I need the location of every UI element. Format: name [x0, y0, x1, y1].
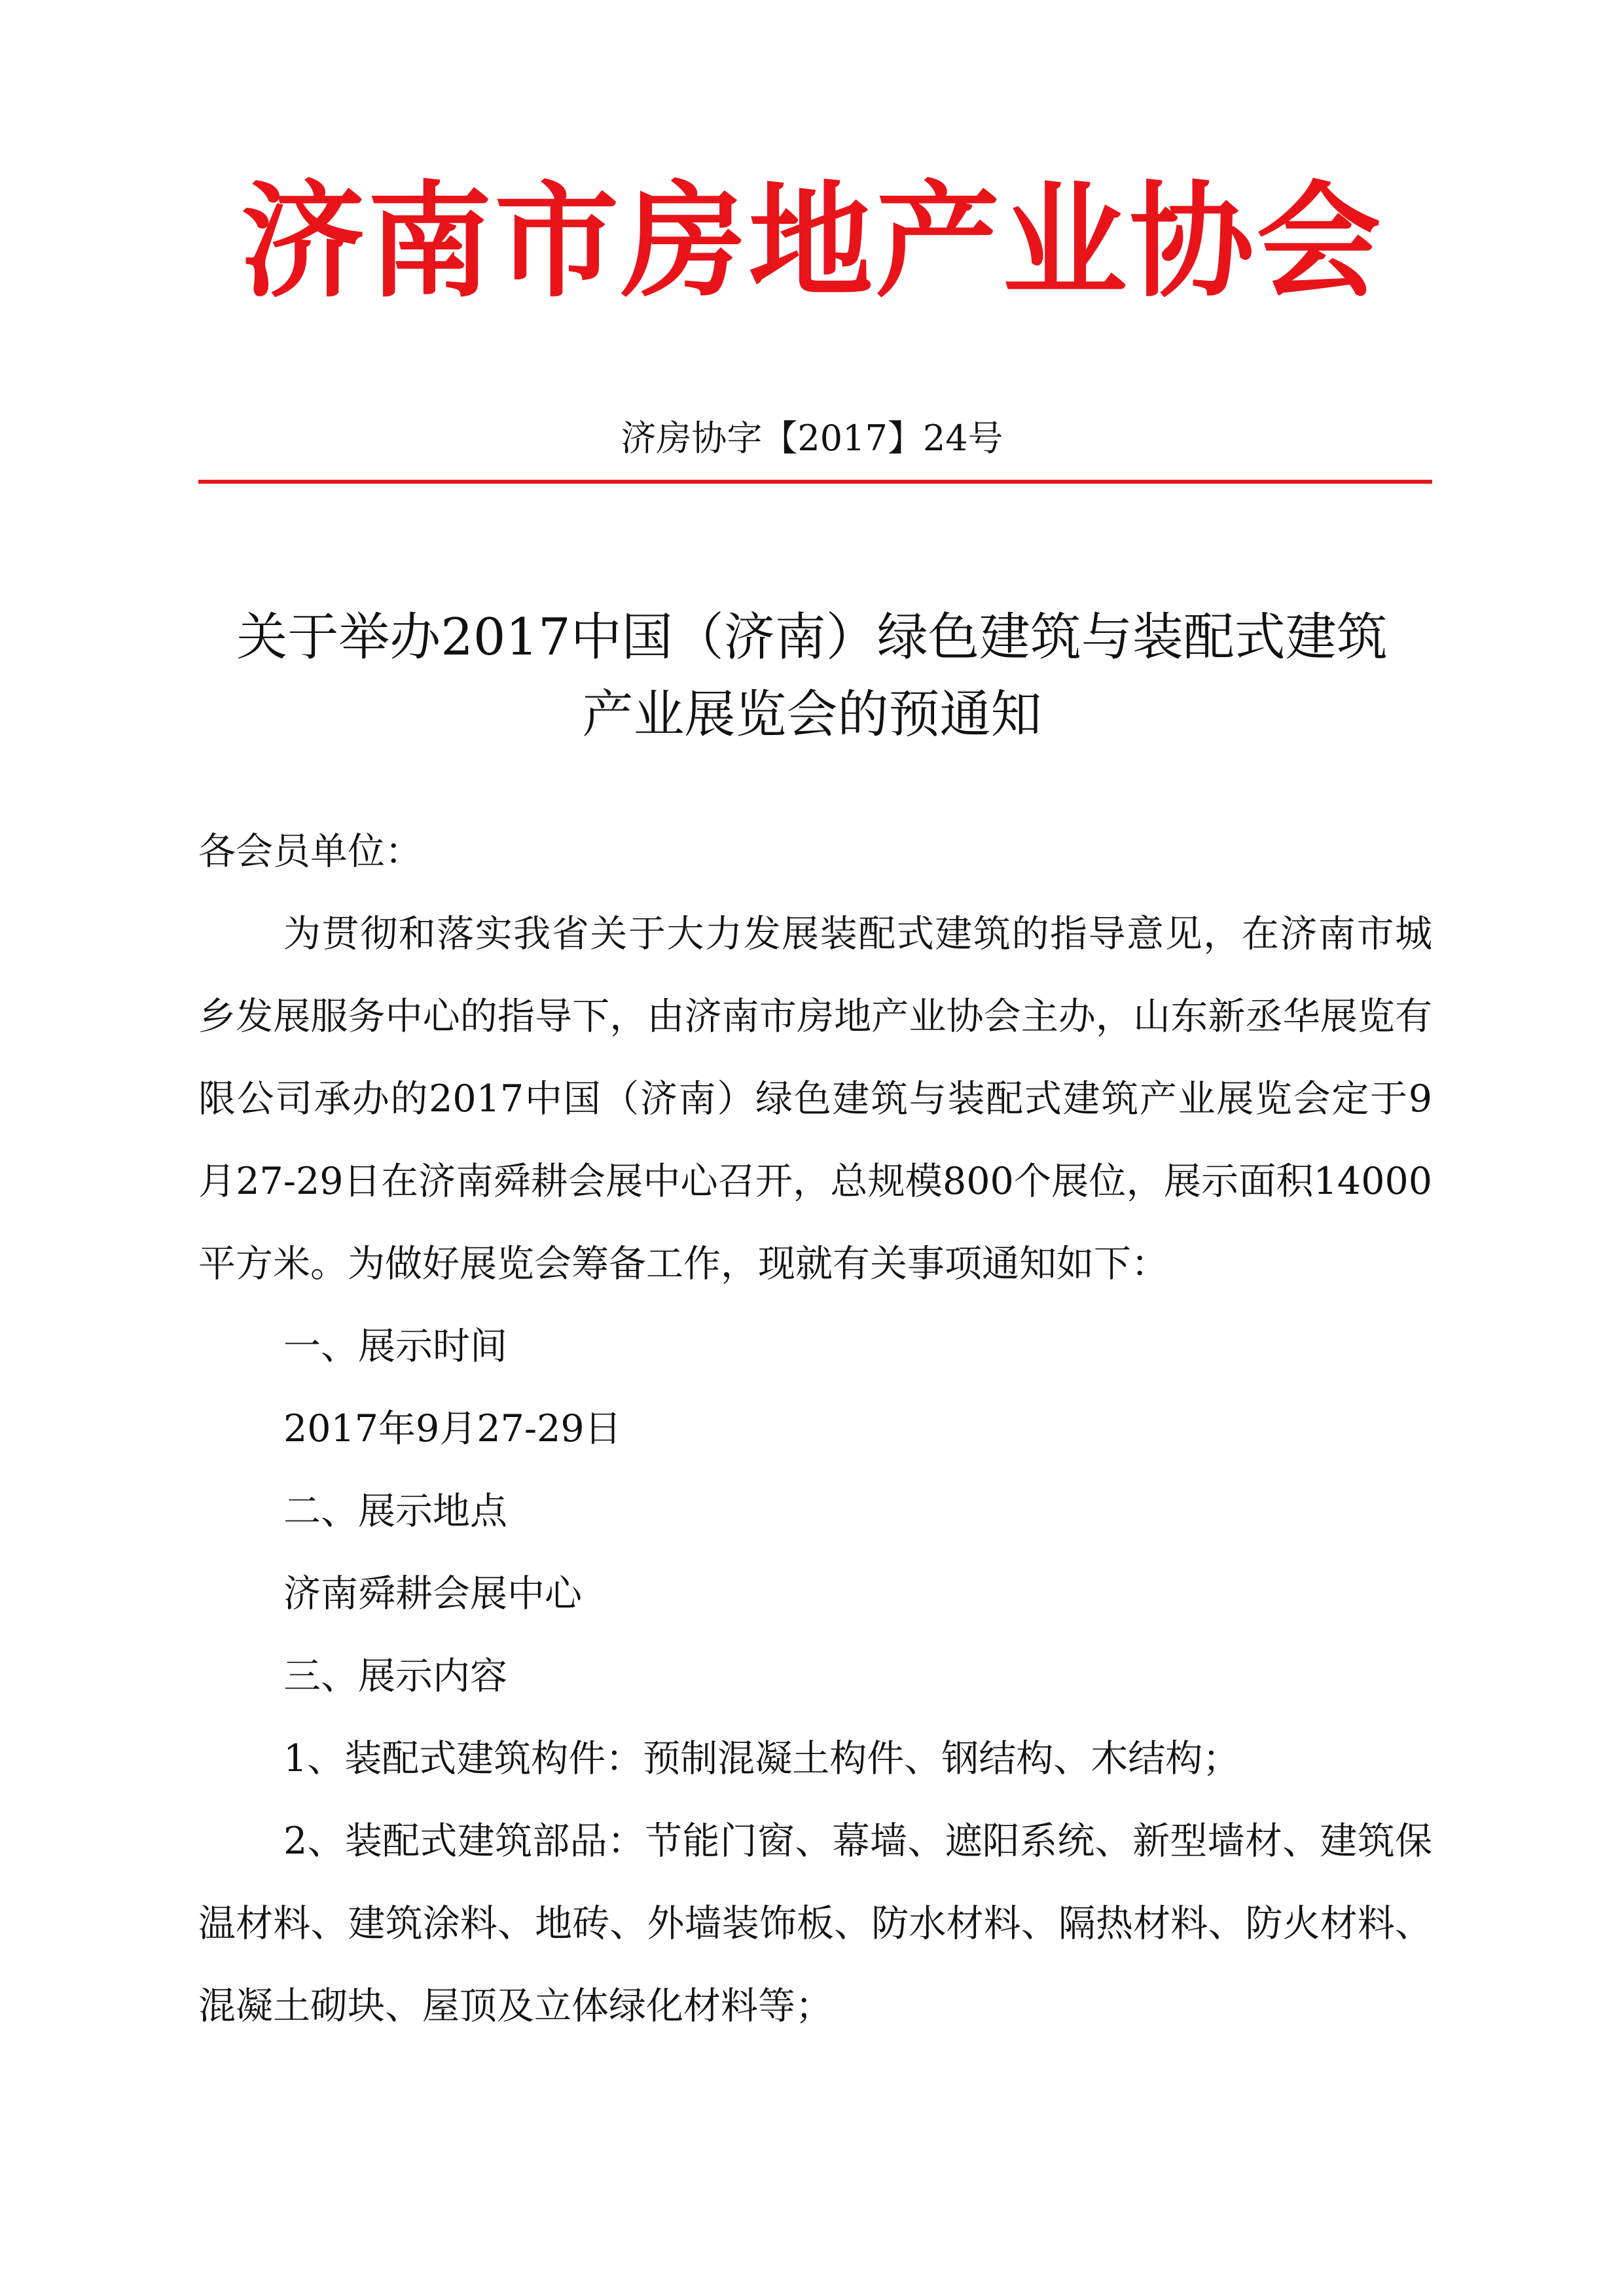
title-line-1: 关于举办2017中国（济南）绿色建筑与装配式建筑: [236, 608, 1388, 667]
salutation: 各会员单位：: [198, 830, 422, 873]
exhibition-venue: 济南舜耕会展中心: [283, 1572, 582, 1615]
organization-header: 济南市房地产业协会: [240, 170, 1384, 314]
exhibition-date: 2017年9月27-29日: [283, 1407, 622, 1450]
content-item-1: 1、装配式建筑构件：预制混凝土构件、钢结构、木结构；: [283, 1737, 1240, 1780]
document-title: [164, 599, 1460, 753]
document-number: 济房协字【2017】24号: [621, 418, 1003, 459]
section-heading-venue: 二、展示地点: [283, 1490, 507, 1533]
section-heading-content: 三、展示内容: [283, 1655, 507, 1698]
title-line-2: 产业展览会的预通知: [582, 685, 1042, 744]
red-divider: [198, 480, 1432, 484]
document-body: [198, 810, 1432, 2047]
intro-paragraph: 为贯彻和落实我省关于大力发展装配式建筑的指导意见，在济南市城乡发展服务中心的指导下，由济南市房地产业协会主办，山东新丞华展览有限公司承办的2017中国（济南）绿色建筑与装配式建筑产业展览会定于9月27-29日在济南舜耕会展中心召开，总规模800个展位，展示面积14000平方米。为做好展览会筹备工作，现就有关事项通知如下：: [198, 912, 1432, 1285]
section-heading-time: 一、展示时间: [283, 1325, 507, 1368]
content-item-2: 2、装配式建筑部品：节能门窗、幕墙、遮阳系统、新型墙材、建筑保温材料、建筑涂料、地砖、外墙装饰板、防水材料、隔热材料、防火材料、混凝土砌块、屋顶及立体绿化材料等；: [198, 1820, 1432, 2028]
